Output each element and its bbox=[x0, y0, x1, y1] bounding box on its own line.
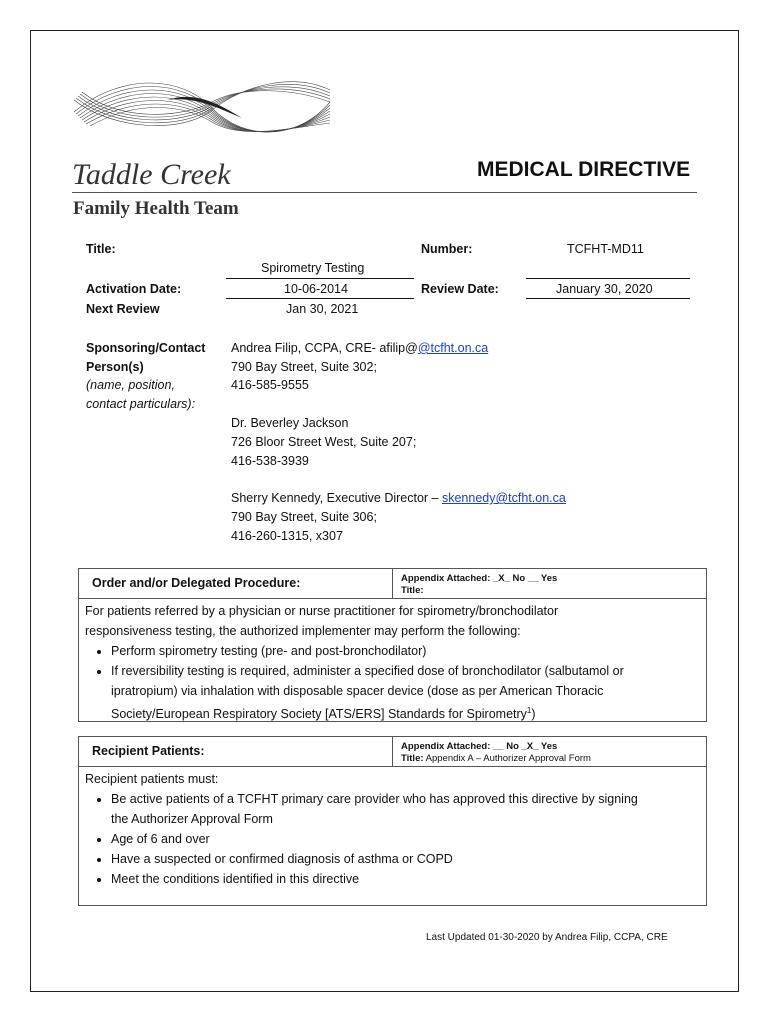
order-bullet-1: • Perform spirometry testing (pre- and post-bronchodilator) bbox=[111, 641, 624, 661]
activation-date-label: Activation Date: bbox=[86, 282, 182, 296]
recipient-patients-box bbox=[78, 736, 707, 906]
brand-name: Taddle Creek bbox=[72, 158, 231, 191]
recipient-intro: Recipient patients must: bbox=[85, 772, 219, 786]
contact-2-address: 726 Bloor Street West, Suite 207; bbox=[231, 435, 417, 449]
recipient-heading: Recipient Patients: bbox=[92, 744, 205, 758]
contact-1-address: 790 Bay Street, Suite 302; bbox=[231, 360, 377, 374]
order-heading: Order and/or Delegated Procedure: bbox=[92, 576, 301, 590]
review-date-value: January 30, 2020 bbox=[556, 282, 653, 296]
contact-1-email-link[interactable]: @tcfht.on.ca bbox=[417, 341, 489, 355]
activation-underline bbox=[226, 298, 414, 299]
number-label: Number: bbox=[421, 242, 473, 256]
sponsor-label: Sponsoring/Contact bbox=[86, 341, 206, 355]
order-appendix-line: Appendix Attached: _X_ No __ Yes bbox=[401, 573, 558, 584]
next-review-value: Jan 30, 2021 bbox=[286, 302, 359, 316]
title-value: Spirometry Testing bbox=[261, 261, 365, 275]
document-title: MEDICAL DIRECTIVE bbox=[477, 158, 691, 181]
next-review-label: Next Review bbox=[86, 302, 160, 316]
contact-3-email-link[interactable]: skennedy@tcfht.on.ca bbox=[441, 491, 566, 505]
order-body bbox=[85, 601, 624, 724]
recipient-appendix-cell bbox=[393, 737, 706, 767]
order-appendix-title: Title: bbox=[401, 585, 424, 596]
order-procedure-box bbox=[78, 568, 707, 722]
recipient-appendix-title: Title: Appendix A – Authorizer Approval Form bbox=[401, 753, 591, 764]
contact-1-text: Andrea Filip, CCPA, CRE- afilip@ bbox=[231, 341, 418, 355]
taddle-creek-logo bbox=[72, 70, 334, 145]
title-label: Title: bbox=[86, 242, 116, 256]
recipient-appendix-line: Appendix Attached: __ No _X_ Yes bbox=[401, 741, 558, 752]
contact-3-text: Sherry Kennedy, Executive Director – bbox=[231, 491, 442, 505]
number-value: TCFHT-MD11 bbox=[567, 242, 644, 256]
contact-3-phone: 416-260-1315, x307 bbox=[231, 529, 343, 543]
title-underline bbox=[226, 278, 414, 279]
order-intro-1: For patients referred by a physician or nurse practitioner for spirometry/bronchodilator bbox=[85, 604, 559, 618]
recipient-bullet-1: • Be active patients of a TCFHT primary care provider who has approved this directive by signing the Authorizer Approval Form bbox=[111, 789, 638, 829]
recipient-bullet-2: • Age of 6 and over bbox=[111, 829, 638, 849]
order-bullet-2: • If reversibility testing is required, administer a specified dose of bronchodilator (salbutamol or ipratropium) via inhalation with disposable spacer device (dose as per American Thoracic Society/European Respiratory Society [ATS/ERS] Standards for Spirometry$^1$) bbox=[111, 661, 624, 724]
header-rule bbox=[72, 192, 697, 193]
recipient-bullet-3: • Have a suspected or confirmed diagnosis of asthma or COPD bbox=[111, 849, 638, 869]
recipient-body bbox=[85, 769, 638, 889]
activation-date-value: 10-06-2014 bbox=[284, 282, 348, 296]
order-heading-cell bbox=[79, 569, 393, 599]
sponsor-label-2: Person(s) bbox=[86, 360, 144, 374]
order-intro-2: responsiveness testing, the authorized implementer may perform the following: bbox=[85, 624, 521, 638]
recipient-heading-cell bbox=[79, 737, 393, 767]
contact-3-name bbox=[231, 491, 566, 505]
contact-2-phone: 416-538-3939 bbox=[231, 454, 309, 468]
contact-3-address: 790 Bay Street, Suite 306; bbox=[231, 510, 377, 524]
contact-1-name bbox=[231, 341, 488, 355]
review-date-label: Review Date: bbox=[421, 282, 499, 296]
sponsor-note-2: contact particulars): bbox=[86, 397, 196, 411]
recipient-bullet-4: • Meet the conditions identified in this directive bbox=[111, 869, 638, 889]
contact-2-name: Dr. Beverley Jackson bbox=[231, 416, 349, 430]
review-underline bbox=[526, 298, 690, 299]
brand-subtitle: Family Health Team bbox=[73, 198, 239, 219]
number-underline bbox=[526, 278, 690, 279]
order-appendix-cell bbox=[393, 569, 706, 599]
sponsor-note: (name, position, bbox=[86, 378, 175, 392]
footer-last-updated: Last Updated 01-30-2020 by Andrea Filip, CCPA, CRE bbox=[426, 932, 668, 943]
contact-1-phone: 416-585-9555 bbox=[231, 378, 309, 392]
